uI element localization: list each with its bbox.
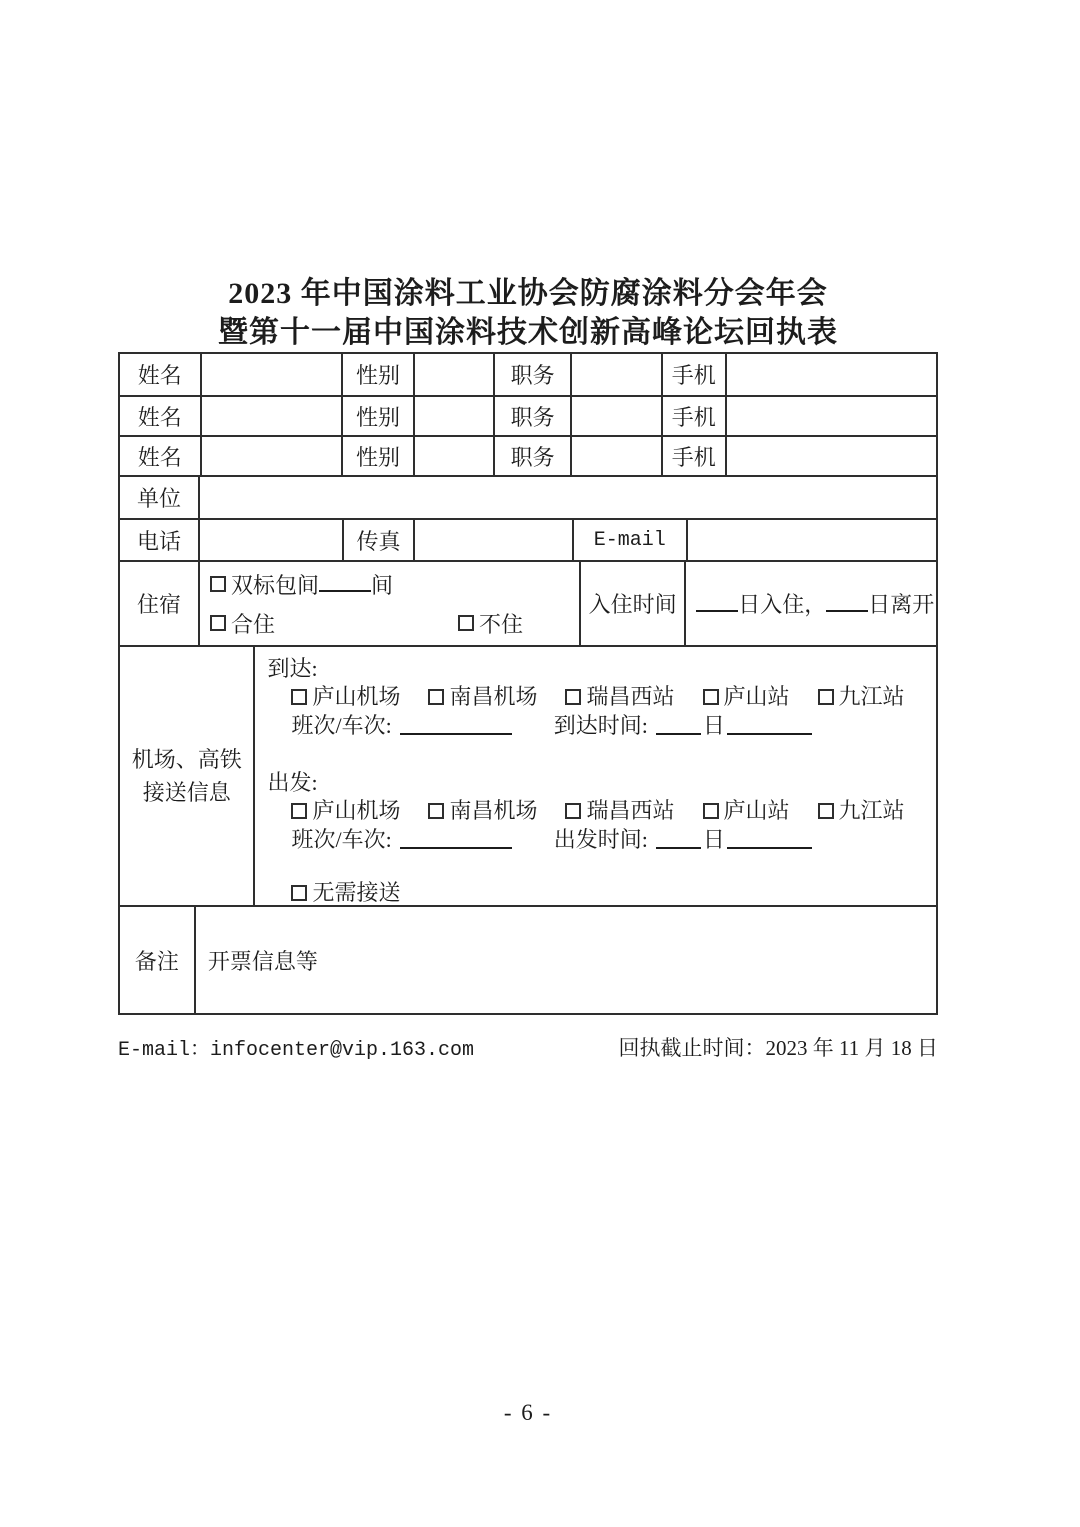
mobile-label-3: 手机	[663, 437, 727, 475]
option-arrival-lushan-airport[interactable]	[291, 683, 400, 711]
checkbox-arrival-ruichang-west-station[interactable]	[565, 689, 581, 705]
position-label-1: 职务	[495, 354, 572, 395]
company-input[interactable]	[200, 477, 936, 518]
email-input[interactable]	[688, 520, 936, 560]
station-label: 庐山机场	[312, 684, 401, 709]
option-arrival-nanchang-airport[interactable]	[428, 683, 537, 711]
checkbox-no-room[interactable]	[458, 615, 474, 631]
no-room-label: 不住	[478, 611, 523, 637]
position-input-3[interactable]	[572, 437, 663, 475]
reply-deadline: 回执截止时间：2023 年 11 月 18 日	[618, 1036, 938, 1060]
table-row-remarks	[120, 907, 936, 1013]
arrival-train-blank[interactable]	[400, 719, 512, 735]
transfer-content	[255, 647, 936, 905]
title-line-1: 2023 年中国涂料工业协会防腐涂料分会年会	[228, 277, 828, 310]
name-label-2: 姓名	[120, 397, 202, 435]
checkbox-arrival-nanchang-airport[interactable]	[428, 689, 444, 705]
arrival-stations	[291, 683, 936, 711]
checkout-day-blank[interactable]	[826, 596, 868, 612]
option-no-transfer[interactable]	[291, 879, 936, 907]
company-label: 单位	[120, 477, 200, 518]
checkbox-arrival-lushan-station[interactable]	[703, 689, 719, 705]
checkbox-departure-nanchang-airport[interactable]	[428, 803, 444, 819]
double-room-unit-label: 间	[370, 572, 393, 598]
station-label: 庐山机场	[312, 798, 401, 823]
checkbox-no-transfer[interactable]	[291, 885, 307, 901]
option-departure-jiujiang-station[interactable]	[818, 797, 905, 825]
table-row-attendee-2	[120, 397, 936, 437]
no-transfer-label: 无需接送	[312, 880, 401, 905]
mobile-input-2[interactable]	[727, 397, 936, 435]
name-input-2[interactable]	[202, 397, 343, 435]
gender-label-1: 性别	[343, 354, 416, 395]
gender-input-3[interactable]	[415, 437, 495, 475]
option-departure-nanchang-airport[interactable]	[428, 797, 537, 825]
mobile-label-2: 手机	[663, 397, 727, 435]
document-page	[118, 0, 938, 1527]
checkbox-departure-lushan-airport[interactable]	[291, 803, 307, 819]
remarks-label: 备注	[120, 907, 196, 1013]
option-double-room[interactable]	[210, 569, 393, 600]
station-label: 九江站	[838, 798, 905, 823]
table-row-company	[120, 477, 936, 520]
name-label-1: 姓名	[120, 354, 202, 395]
document-footer	[118, 1032, 938, 1062]
arrival-day-unit: 日	[702, 713, 725, 738]
checkin-time-value	[686, 562, 936, 645]
checkbox-arrival-jiujiang-station[interactable]	[818, 689, 834, 705]
arrival-hour-blank[interactable]	[727, 719, 812, 735]
name-label-3: 姓名	[120, 437, 202, 475]
departure-times-line	[291, 825, 936, 855]
name-input-1[interactable]	[202, 354, 343, 395]
option-arrival-ruichang-west-station[interactable]	[565, 683, 674, 711]
option-no-room[interactable]	[458, 608, 523, 639]
share-room-label: 合住	[230, 611, 275, 637]
lodging-options	[200, 562, 581, 645]
station-label: 庐山站	[723, 684, 790, 709]
checkbox-arrival-lushan-airport[interactable]	[291, 689, 307, 705]
double-room-label: 双标包间	[230, 572, 319, 598]
fax-label: 传真	[344, 520, 416, 560]
checkbox-departure-ruichang-west-station[interactable]	[565, 803, 581, 819]
checkbox-departure-lushan-station[interactable]	[703, 803, 719, 819]
page-number: - 6 -	[503, 1400, 553, 1425]
lodging-label: 住宿	[120, 562, 200, 645]
email-label: E-mail	[574, 520, 688, 560]
station-label: 瑞昌西站	[586, 684, 675, 709]
departure-time-label: 出发时间:	[553, 827, 648, 852]
station-label: 南昌机场	[449, 798, 538, 823]
double-room-count-blank[interactable]	[319, 576, 371, 592]
transfer-label-line-1: 机场、高铁	[131, 747, 242, 772]
option-departure-lushan-airport[interactable]	[291, 797, 400, 825]
position-input-1[interactable]	[572, 354, 663, 395]
table-row-attendee-1	[120, 354, 936, 397]
position-input-2[interactable]	[572, 397, 663, 435]
station-label: 南昌机场	[449, 684, 538, 709]
transfer-label-line-2: 接送信息	[142, 780, 231, 805]
reply-form-table	[118, 352, 938, 1015]
mobile-input-1[interactable]	[727, 354, 936, 395]
option-departure-ruichang-west-station[interactable]	[565, 797, 674, 825]
station-label: 庐山站	[723, 798, 790, 823]
gender-input-2[interactable]	[415, 397, 495, 435]
departure-day-blank[interactable]	[656, 833, 701, 849]
checkbox-departure-jiujiang-station[interactable]	[818, 803, 834, 819]
mobile-input-3[interactable]	[727, 437, 936, 475]
table-row-attendee-3	[120, 437, 936, 477]
gender-label-3: 性别	[343, 437, 416, 475]
name-input-3[interactable]	[202, 437, 343, 475]
fax-input[interactable]	[415, 520, 573, 560]
arrival-day-blank[interactable]	[656, 719, 701, 735]
transfer-label	[120, 647, 255, 905]
title-line-2: 暨第十一届中国涂料技术创新高峰论坛回执表	[218, 316, 838, 349]
checkbox-share-room[interactable]	[210, 615, 226, 631]
lodging-option-double-line	[210, 569, 579, 600]
phone-label: 电话	[120, 520, 200, 560]
mobile-label-1: 手机	[663, 354, 727, 395]
station-label: 瑞昌西站	[586, 798, 675, 823]
departure-hour-blank[interactable]	[727, 833, 812, 849]
option-departure-lushan-station[interactable]	[703, 797, 790, 825]
gender-input-1[interactable]	[415, 354, 495, 395]
option-share-room[interactable]	[210, 608, 275, 639]
departure-train-blank[interactable]	[400, 833, 512, 849]
position-label-2: 职务	[495, 397, 572, 435]
arrival-times-line	[291, 711, 936, 741]
phone-input[interactable]	[200, 520, 344, 560]
remarks-input[interactable]	[196, 907, 936, 1013]
station-label: 九江站	[838, 684, 905, 709]
checkout-suffix: 日离开	[868, 592, 935, 617]
option-arrival-lushan-station[interactable]	[703, 683, 790, 711]
document-title	[118, 274, 938, 352]
contact-email: E-mail：infocenter@vip.163.com	[118, 1039, 475, 1062]
gender-label-2: 性别	[343, 397, 416, 435]
departure-heading: 出发:	[267, 770, 318, 795]
departure-train-label: 班次/车次:	[291, 827, 392, 852]
checkin-suffix: 日入住，	[738, 592, 827, 617]
departure-day-unit: 日	[702, 827, 725, 852]
table-row-transfer	[120, 647, 936, 907]
checkin-time-label: 入住时间	[581, 562, 686, 645]
arrival-train-label: 班次/车次:	[291, 713, 392, 738]
option-arrival-jiujiang-station[interactable]	[818, 683, 905, 711]
arrival-time-label: 到达时间:	[553, 713, 648, 738]
arrival-heading: 到达:	[267, 656, 318, 681]
remarks-hint: 开票信息等	[207, 948, 318, 974]
departure-stations	[291, 797, 936, 825]
checkin-day-blank[interactable]	[696, 596, 738, 612]
table-row-phone	[120, 520, 936, 562]
table-row-lodging	[120, 562, 936, 647]
checkbox-double-room[interactable]	[210, 576, 226, 592]
position-label-3: 职务	[495, 437, 572, 475]
lodging-option-share-line	[210, 608, 579, 639]
